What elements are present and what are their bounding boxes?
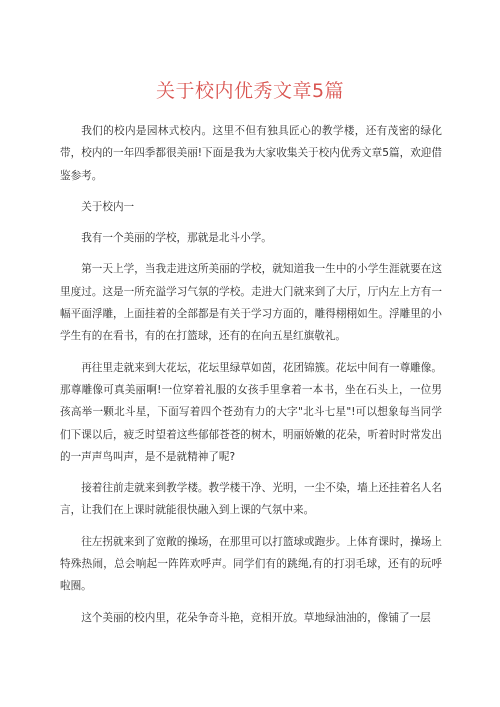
- document-title: 关于校内优秀文章5篇: [155, 80, 345, 102]
- paragraph: 往左拐就来到了宽敞的操场，在那里可以打篮球或跑步。上体育课时，操场上特殊热闹，总会响起一阵阵欢呼声。同学们有的跳绳,有的打羽毛球，还有的玩呼啦圈。: [60, 535, 442, 593]
- paragraph: 再往里走就来到大花坛，花坛里绿草如茵，花团锦簇。花坛中间有一尊雕像。那尊雕像可真美丽啊!一位穿着礼服的女孩手里拿着一本书，坐在石头上，一位男孩高举一颗北斗星，下面写着四个苍劲有力的大字"北斗七星"!可以想象每当同学们下课以后，疲乏时望着这些郁郁苍苍的树木，明丽娇嫩的花朵，听着时时常发出的一声声鸟叫声，是不是就精神了呢?: [60, 361, 442, 463]
- paragraph: 这个美丽的校内里，花朵争奇斗艳，竞相开放。草地绿油油的，像铺了一层: [81, 611, 431, 624]
- document-body: [60, 120, 442, 638]
- paragraph: 第一天上学，当我走进这所美丽的学校，就知道我一生中的小学生涯就要在这里度过。这是一所充溢学习气氛的学校。走进大门就来到了大厅，厅内左上方有一幅平面浮雕，上面挂着的全部都是有关于学习方面的，雕得栩栩如生。浮雕里的小学生有的在看书，有的在打篮球，还有的在向五星红旗敬礼。: [60, 263, 442, 343]
- paragraph: 接着往前走就来到教学楼。教学楼干净、光明，一尘不染，墙上还挂着名人名言，让我们在上课时就能很快融入到上课的气氛中来。: [60, 482, 442, 517]
- paragraph-intro: 我们的校内是园林式校内。这里不但有独具匠心的教学楼，还有茂密的绿化带，校内的一年四季都很美丽!下面是我为大家收集关于校内优秀文章5篇，欢迎借鉴参考。: [60, 125, 442, 182]
- section-heading: 关于校内一: [81, 200, 135, 213]
- paragraph: 我有一个美丽的学校，那就是北斗小学。: [81, 232, 272, 245]
